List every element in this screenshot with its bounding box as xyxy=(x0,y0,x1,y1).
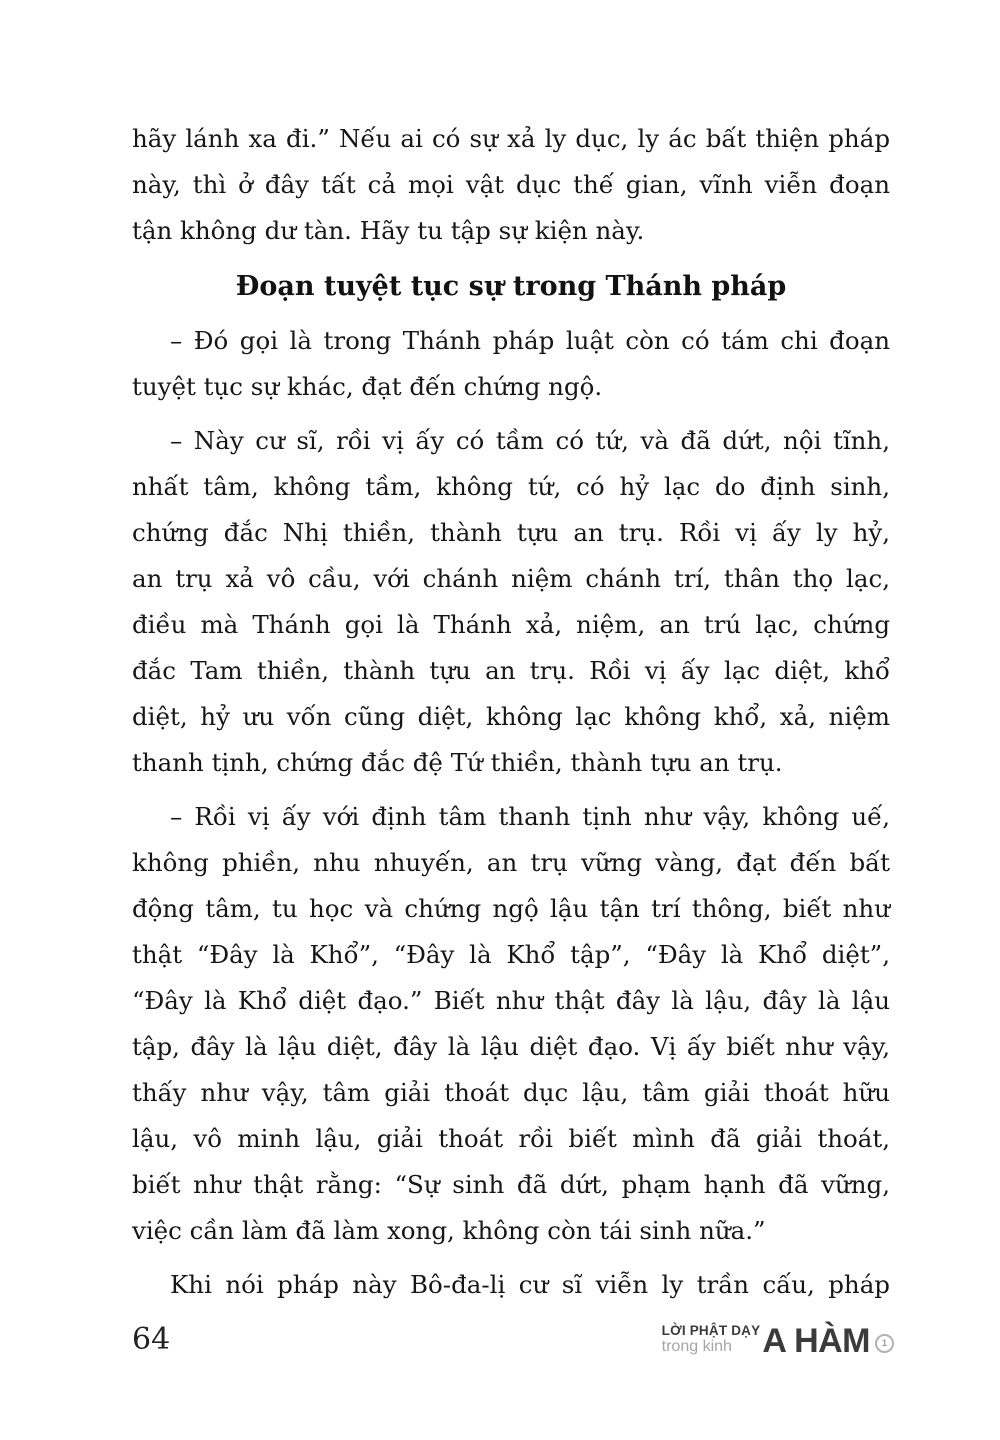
logo-tagline: LỜI PHẬT DẠY xyxy=(661,1323,761,1338)
logo-title: A HÀM xyxy=(762,1322,870,1360)
text-line: không phiền, nhu nhuyến, an trụ vững vàng, đạt đến bất xyxy=(132,848,890,877)
page-number: 64 xyxy=(132,1322,171,1357)
text-line: – Này cư sĩ, rồi vị ấy có tầm có tứ, và đã dứt, nội tĩnh, xyxy=(170,426,890,455)
logo-text-stack xyxy=(662,1324,761,1357)
text-line: thanh tịnh, chứng đắc đệ Tứ thiền, thành tựu an trụ. xyxy=(132,748,783,777)
text-line: việc cần làm đã làm xong, không còn tái sinh nữa.” xyxy=(132,1216,766,1245)
text-line: lậu, vô minh lậu, giải thoát rồi biết mình đã giải thoát, xyxy=(132,1124,890,1153)
text-line: tận không dư tàn. Hãy tu tập sự kiện này. xyxy=(132,216,645,245)
publisher-logo xyxy=(661,1322,894,1360)
text-line: an trụ xả vô cầu, với chánh niệm chánh trí, thân thọ lạc, xyxy=(132,564,890,593)
text-line: chứng đắc Nhị thiền, thành tựu an trụ. Rồi vị ấy ly hỷ, xyxy=(132,518,890,547)
paragraph xyxy=(132,116,890,254)
paragraph xyxy=(132,1262,890,1308)
text-line: hãy lánh xa đi.” Nếu ai có sự xả ly dục, ly ác bất thiện pháp xyxy=(132,124,890,153)
paragraph xyxy=(132,318,890,410)
text-line: nhất tâm, không tầm, không tứ, có hỷ lạc do định sinh, xyxy=(132,472,890,501)
text-line: này, thì ở đây tất cả mọi vật dục thế gian, vĩnh viễn đoạn xyxy=(132,170,890,199)
paragraph xyxy=(132,794,890,1254)
text-line: thấy như vậy, tâm giải thoát dục lậu, tâm giải thoát hữu xyxy=(132,1078,890,1107)
text-line: – Rồi vị ấy với định tâm thanh tịnh như vậy, không uế, xyxy=(170,802,890,831)
text-line: diệt, hỷ ưu vốn cũng diệt, không lạc không khổ, xả, niệm xyxy=(132,702,890,731)
page-footer xyxy=(132,1318,894,1368)
logo-subtitle: trong kinh xyxy=(661,1338,732,1355)
text-block xyxy=(132,116,890,1316)
text-line: biết như thật rằng: “Sự sinh đã dứt, phạm hạnh đã vững, xyxy=(132,1170,890,1199)
text-line: động tâm, tu học và chứng ngộ lậu tận trí thông, biết như xyxy=(132,894,890,923)
text-line: thật “Đây là Khổ”, “Đây là Khổ tập”, “Đây là Khổ diệt”, xyxy=(132,940,890,969)
text-line: Khi nói pháp này Bô-đa-lị cư sĩ viễn ly trần cấu, pháp xyxy=(170,1270,890,1299)
text-line: “Đây là Khổ diệt đạo.” Biết như thật đây là lậu, đây là lậu xyxy=(132,986,890,1015)
text-line: – Đó gọi là trong Thánh pháp luật còn có tám chi đoạn xyxy=(170,326,890,355)
text-line: đắc Tam thiền, thành tựu an trụ. Rồi vị ấy lạc diệt, khổ xyxy=(132,656,890,685)
text-line: tập, đây là lậu diệt, đây là lậu diệt đạo. Vị ấy biết như vậy, xyxy=(132,1032,890,1061)
section-heading: Đoạn tuyệt tục sự trong Thánh pháp xyxy=(235,271,787,302)
volume-badge-icon: 1 xyxy=(875,1334,894,1353)
paragraph xyxy=(132,418,890,786)
text-line: điều mà Thánh gọi là Thánh xả, niệm, an trú lạc, chứng xyxy=(132,610,890,639)
text-line: tuyệt tục sự khác, đạt đến chứng ngộ. xyxy=(132,372,603,401)
